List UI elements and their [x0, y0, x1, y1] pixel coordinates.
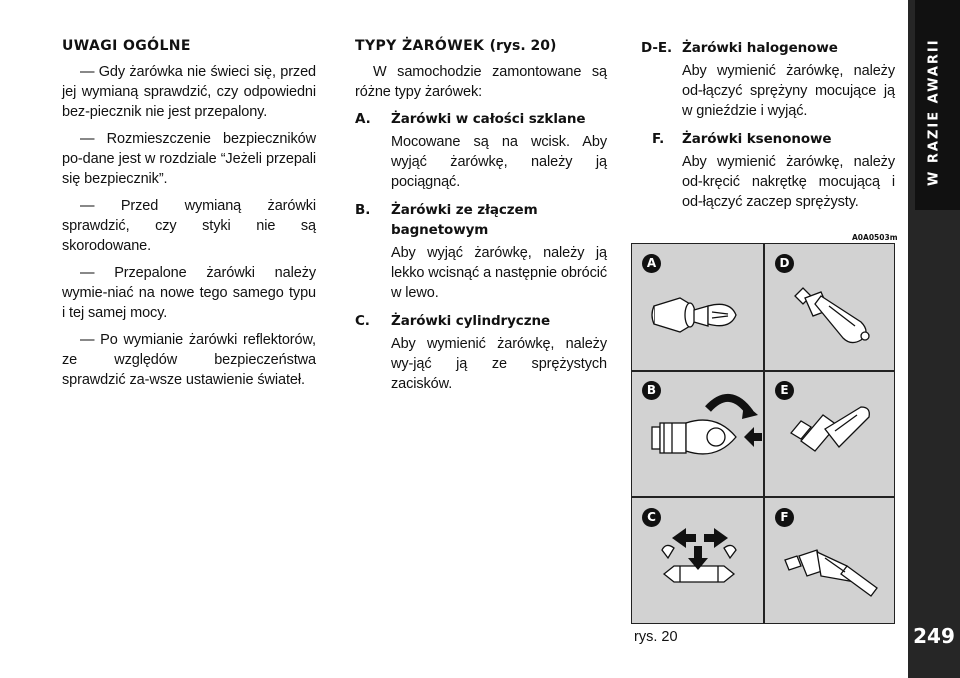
item-label: F. — [652, 131, 665, 147]
halogen-xenon-column — [641, 36, 895, 220]
item-body: Mocowane są na wcisk. Aby wyjąć żarówkę, należy ją pociągnąć. — [391, 134, 607, 190]
item-label: D-E. — [641, 40, 673, 56]
page-number: 249 — [913, 624, 955, 648]
item-label: A. — [355, 111, 371, 127]
general-notes-heading: UWAGI OGÓLNE — [62, 38, 191, 54]
item-title: Żarówki halogenowe — [682, 40, 838, 56]
item-body: Aby wymienić żarówkę, należy wy-jąć ją ze sprężystych zacisków. — [391, 336, 607, 392]
figure-caption: rys. 20 — [634, 629, 678, 645]
badge-d: D — [775, 254, 794, 273]
cell-c — [632, 498, 762, 624]
badge-b: B — [642, 381, 661, 400]
bulb-type-item — [355, 109, 607, 192]
badge-f: F — [775, 508, 794, 527]
cell-d — [765, 244, 895, 370]
item-label: B. — [355, 202, 371, 218]
note-paragraph: — Przed wymianą żarówki sprawdzić, czy styki nie są skorodowane. — [62, 198, 316, 254]
item-label: C. — [355, 313, 370, 329]
bulb-types-title: TYPY ŻARÓWEK — [355, 38, 485, 54]
section-title: W RAZIE AWARII — [926, 38, 942, 186]
cell-a — [632, 244, 762, 370]
cell-b — [632, 371, 762, 497]
bulb-type-item — [355, 200, 607, 303]
bulb-types-heading — [355, 36, 607, 56]
item-title: Żarówki ksenonowe — [682, 131, 832, 147]
item-title: Żarówki w całości szklane — [391, 111, 586, 127]
bulb-figure — [631, 243, 895, 624]
cell-f — [765, 498, 895, 624]
figure-code: A0A0503m — [852, 233, 898, 242]
bulb-type-item — [355, 311, 607, 394]
note-paragraph: — Rozmieszczenie bezpieczników po-dane jest w rozdziale “Jeżeli przepali się bezpiecznik”. — [62, 131, 316, 187]
badge-e: E — [775, 381, 794, 400]
item-body: Aby wymienić żarówkę, należy od-łączyć sprężyny mocujące ją w gnieździe i wyjąć. — [682, 63, 895, 119]
bulb-types-intro: W samochodzie zamontowane są różne typy żarówek: — [355, 64, 607, 100]
note-paragraph: — Po wymianie żarówki reflektorów, ze względów bezpieczeństwa sprawdzić za-wsze ustawienie świateł. — [62, 332, 316, 388]
bulb-type-item — [646, 129, 895, 212]
badge-a: A — [642, 254, 661, 273]
figure-reference: (rys. 20) — [489, 38, 557, 54]
note-paragraph: — Przepalone żarówki należy wymie-niać na nowe tego samego typu i tej samej mocy. — [62, 265, 316, 321]
general-notes-column — [62, 36, 316, 397]
bulb-type-item — [641, 38, 895, 121]
bulb-types-column — [355, 36, 607, 402]
item-title: Żarówki cylindryczne — [391, 313, 551, 329]
badge-c: C — [642, 508, 661, 527]
note-paragraph: — Gdy żarówka nie świeci się, przed jej wymianą sprawdzić, czy odpowiedni bez-piecznik nie jest przepalony. — [62, 64, 316, 120]
item-body: Aby wyjąć żarówkę, należy ją lekko wcisnąć a następnie obrócić w lewo. — [391, 245, 607, 301]
item-body: Aby wymienić żarówkę, należy od-kręcić nakrętkę mocującą i od-łączyć zaczep sprężysty. — [682, 154, 895, 210]
cell-e — [765, 371, 895, 497]
item-title: Żarówki ze złączem bagnetowym — [391, 202, 538, 238]
